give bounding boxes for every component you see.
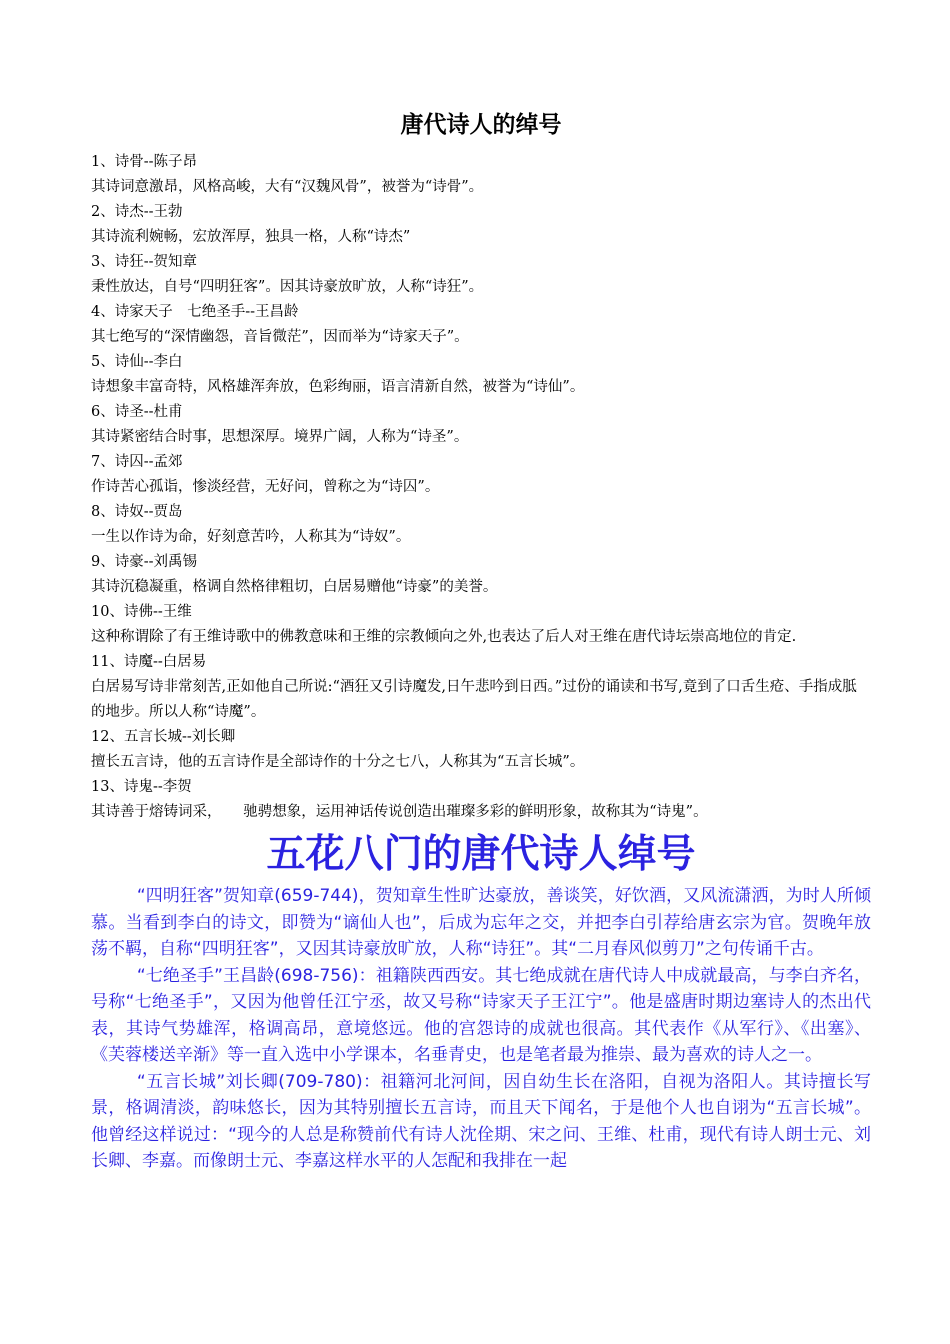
essay-paragraph: “四明狂客”贺知章(659-744)，贺知章生性旷达豪放，善谈笑，好饮酒，又风流潇洒，为时人所倾慕。当看到李白的诗文，即赞为“谪仙人也”，后成为忘年之交，并把李白引荐给唐玄宗为官。贺晚年放荡不羁，自称“四明狂客”，又因其诗豪放旷放，人称“诗狂”。其“二月春风似剪刀”之句传诵千古。 xyxy=(91,886,871,959)
entry-heading: 2、诗杰--王勃 xyxy=(91,204,183,220)
nickname-list xyxy=(91,150,871,825)
entry-heading: 5、诗仙--李白 xyxy=(91,354,183,370)
entry-text: 一生以作诗为命，好刻意苦吟，人称其为“诗奴”。 xyxy=(91,529,411,545)
doc-title: 唐代诗人的绰号 xyxy=(400,111,562,138)
entry-text: 其诗流利婉畅，宏放浑厚，独具一格，人称“诗杰” xyxy=(91,229,411,245)
entry-text: 白居易写诗非常刻苦,正如他自己所说:“酒狂又引诗魔发,日午悲吟到日西。”过份的诵读和书写,竟到了口舌生疮、手指成胝的地步。所以人称“诗魔”。 xyxy=(91,679,857,720)
entry-text: 这种称谓除了有王维诗歌中的佛教意味和王维的宗教倾向之外,也表达了后人对王维在唐代诗坛崇高地位的肯定. xyxy=(91,629,797,645)
entry-heading: 8、诗奴--贾岛 xyxy=(91,504,183,520)
entry-heading: 7、诗囚--孟郊 xyxy=(91,454,183,470)
entry-heading: 11、诗魔--白居易 xyxy=(91,654,207,670)
entry-heading: 1、诗骨--陈子昂 xyxy=(91,154,198,170)
entry-text: 其诗沉稳凝重，格调自然格律粗切，白居易赠他“诗豪”的美誉。 xyxy=(91,579,498,595)
entry-text: 其七绝写的“深情幽怨，音旨微茫”，因而举为“诗家天子”。 xyxy=(91,329,469,345)
section-title: 五花八门的唐代诗人绰号 xyxy=(266,832,696,877)
entry-text: 其诗善于熔铸词采， 驰骋想象，运用神话传说创造出璀璨多彩的鲜明形象，故称其为“诗鬼”。 xyxy=(91,804,708,820)
entry-text: 诗想象丰富奇特，风格雄浑奔放，色彩绚丽，语言清新自然，被誉为“诗仙”。 xyxy=(91,379,585,395)
essay-paragraph: “五言长城”刘长卿(709-780)：祖籍河北河间，因自幼生长在洛阳，自视为洛阳人。其诗擅长写景，格调清淡，韵味悠长，因为其特别擅长五言诗，而且天下闻名，于是他个人也自诩为“五言长城”。他曾经这样说过：“现今的人总是称赞前代有诗人沈佺期、宋之问、王维、杜甫，现代有诗人朗士元、刘长卿、李嘉。而像朗士元、李嘉这样水平的人怎配和我排在一起 xyxy=(91,1071,871,1171)
entry-heading: 13、诗鬼--李贺 xyxy=(91,779,192,795)
entry-text: 作诗苦心孤诣，惨淡经营，无好问，曾称之为“诗囚”。 xyxy=(91,479,440,495)
entry-text: 其诗词意激昂，风格高峻，大有“汉魏风骨”，被誉为“诗骨”。 xyxy=(91,179,484,195)
essay-body xyxy=(91,883,871,1175)
entry-heading: 9、诗豪--刘禹锡 xyxy=(91,554,198,570)
entry-text: 秉性放达，自号“四明狂客”。因其诗豪放旷放，人称“诗狂”。 xyxy=(91,279,484,295)
entry-heading: 3、诗狂--贺知章 xyxy=(91,254,198,270)
entry-heading: 12、五言长城--刘长卿 xyxy=(91,729,236,745)
entry-heading: 10、诗佛--王维 xyxy=(91,604,192,620)
essay-paragraph: “七绝圣手”王昌龄(698-756)：祖籍陕西西安。其七绝成就在唐代诗人中成就最高，与李白齐名，号称“七绝圣手”，又因为他曾任江宁丞，故又号称“诗家天子王江宁”。他是盛唐时期边塞诗人的杰出代表，其诗气势雄浑，格调高昂，意境悠远。他的宫怨诗的成就也很高。其代表作《从军行》、《出塞》、《芙蓉楼送辛渐》等一直入选中小学课本，名垂青史，也是笔者最为推崇、最为喜欢的诗人之一。 xyxy=(91,965,871,1065)
entry-text: 其诗紧密结合时事，思想深厚。境界广阔，人称为“诗圣”。 xyxy=(91,429,469,445)
document-page xyxy=(91,0,871,1175)
entry-heading: 4、诗家天子 七绝圣手--王昌龄 xyxy=(91,304,299,320)
entry-heading: 6、诗圣--杜甫 xyxy=(91,404,183,420)
entry-text: 擅长五言诗，他的五言诗作是全部诗作的十分之七八，人称其为“五言长城”。 xyxy=(91,754,585,770)
